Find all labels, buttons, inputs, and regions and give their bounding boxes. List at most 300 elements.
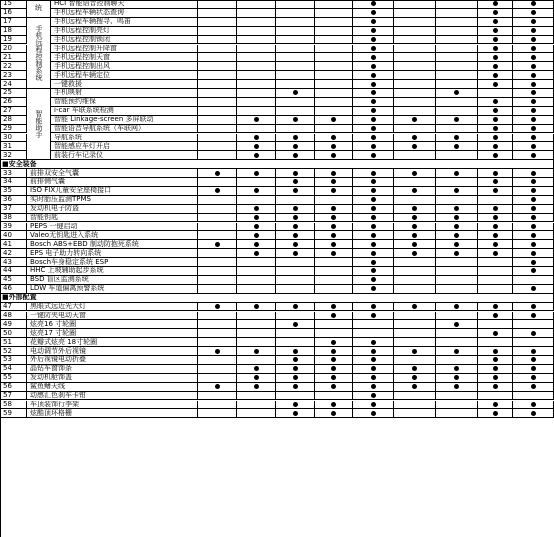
spec-cell [198,401,237,410]
spec-cell [513,383,554,392]
standard-dot-icon [254,224,259,229]
standard-dot-icon [493,179,498,184]
spec-cell [478,205,513,214]
standard-dot-icon [412,224,417,229]
spec-cell [353,142,394,151]
spec-cell [276,187,315,196]
feature-label: 花瓣式炫亮 18寸轮圈 [27,338,198,347]
standard-dot-icon [331,402,336,407]
spec-cell [394,276,436,285]
spec-cell [478,125,513,134]
spec-cell [315,134,353,143]
standard-dot-icon [371,171,376,176]
spec-cell [315,107,353,116]
standard-dot-icon [371,215,376,220]
spec-cell [198,187,237,196]
spec-cell [237,116,276,125]
feature-label: 智能 Linkage-screen 多屏联动 [51,116,198,125]
feature-label: 前排双安全气囊 [27,169,198,178]
standard-dot-icon [293,206,298,211]
spec-cell [513,329,554,338]
standard-dot-icon [531,171,536,176]
feature-label: 实时胎压监测TPMS [27,196,198,205]
spec-cell [436,383,478,392]
standard-dot-icon [371,73,376,78]
spec-cell [237,285,276,294]
spec-cell [513,356,554,365]
spec-cell [436,240,478,249]
spec-cell [394,320,436,329]
spec-cell [198,71,237,80]
spec-cell [276,36,315,45]
spec-cell [315,383,353,392]
spec-cell [198,142,237,151]
spec-cell [315,125,353,134]
spec-cell [394,53,436,62]
standard-dot-icon [531,188,536,193]
standard-dot-icon [331,251,336,256]
standard-dot-icon [493,313,498,318]
standard-dot-icon [454,251,459,256]
spec-cell [198,18,237,27]
spec-cell [237,134,276,143]
standard-dot-icon [531,64,536,69]
standard-dot-icon [293,117,298,122]
standard-dot-icon [454,233,459,238]
spec-cell [276,223,315,232]
standard-dot-icon [293,144,298,149]
spec-cell [315,347,353,356]
standard-dot-icon [371,251,376,256]
row-number: 32 [0,151,27,160]
spec-cell [237,98,276,107]
spec-cell [237,214,276,223]
feature-label: HCI 智能语音控制聊天 [51,0,198,9]
spec-cell [276,374,315,383]
standard-dot-icon [454,366,459,371]
spec-cell [394,134,436,143]
spec-cell [315,338,353,347]
spec-cell [353,53,394,62]
spec-cell [513,178,554,187]
standard-dot-icon [293,171,298,176]
spec-cell [198,214,237,223]
spec-cell [513,214,554,223]
standard-dot-icon [371,375,376,380]
row-number: 22 [0,62,27,71]
standard-dot-icon [371,108,376,113]
spec-cell [436,267,478,276]
spec-cell [237,36,276,45]
standard-dot-icon [371,1,376,6]
spec-cell [478,187,513,196]
spec-cell [513,338,554,347]
standard-dot-icon [371,242,376,247]
spec-cell [198,320,237,329]
standard-dot-icon [412,251,417,256]
spec-cell [315,116,353,125]
row-number: 45 [0,276,27,285]
spec-cell [478,276,513,285]
standard-dot-icon [371,19,376,24]
standard-dot-icon [493,331,498,336]
standard-dot-icon [293,224,298,229]
spec-cell [478,134,513,143]
spec-cell [315,356,353,365]
spec-cell [513,276,554,285]
standard-dot-icon [531,251,536,256]
spec-cell [237,45,276,54]
feature-label: 手机远程控制锁闭 [51,36,198,45]
spec-cell [478,169,513,178]
standard-dot-icon [254,215,259,220]
spec-cell [394,231,436,240]
row-number: 20 [0,45,27,54]
standard-dot-icon [293,322,298,327]
standard-dot-icon [371,55,376,60]
row-number: 28 [0,116,27,125]
standard-dot-icon [293,384,298,389]
standard-dot-icon [293,179,298,184]
spec-cell [276,134,315,143]
spec-cell [198,151,237,160]
standard-dot-icon [412,304,417,309]
standard-dot-icon [493,10,498,15]
spec-cell [513,320,554,329]
row-number: 27 [0,107,27,116]
standard-dot-icon [493,224,498,229]
feature-label: 手机远程控制亮灯 [51,27,198,36]
feature-label: 发动机舱饰盖 [27,374,198,383]
standard-dot-icon [412,144,417,149]
standard-dot-icon [331,411,336,416]
spec-cell [478,329,513,338]
standard-dot-icon [254,384,259,389]
standard-dot-icon [371,144,376,149]
standard-dot-icon [371,357,376,362]
standard-dot-icon [454,224,459,229]
spec-cell [394,374,436,383]
spec-cell [315,276,353,285]
spec-cell [315,36,353,45]
standard-dot-icon [331,366,336,371]
spec-cell [276,329,315,338]
spec-cell [276,71,315,80]
spec-cell [394,312,436,321]
feature-label: 导航系统 [51,134,198,143]
spec-cell [315,392,353,401]
standard-dot-icon [371,188,376,193]
spec-cell [353,312,394,321]
standard-dot-icon [331,135,336,140]
spec-cell [478,98,513,107]
standard-dot-icon [493,375,498,380]
standard-dot-icon [371,233,376,238]
standard-dot-icon [254,117,259,122]
spec-cell [353,169,394,178]
spec-cell [478,401,513,410]
spec-cell [276,249,315,258]
standard-dot-icon [412,349,417,354]
row-number: 34 [0,178,27,187]
standard-dot-icon [293,375,298,380]
standard-dot-icon [254,242,259,247]
spec-cell [237,71,276,80]
standard-dot-icon [293,349,298,354]
feature-label: 一键救援 [51,80,198,89]
spec-cell [394,356,436,365]
spec-cell [353,392,394,401]
spec-cell [276,125,315,134]
standard-dot-icon [412,384,417,389]
standard-dot-icon [493,188,498,193]
spec-cell [198,223,237,232]
standard-dot-icon [531,242,536,247]
feature-label: 前排侧气囊 [27,178,198,187]
standard-dot-icon [371,179,376,184]
standard-dot-icon [371,10,376,15]
standard-dot-icon [371,206,376,211]
standard-dot-icon [371,28,376,33]
row-number: 35 [0,187,27,196]
spec-cell [276,80,315,89]
spec-cell [276,98,315,107]
standard-dot-icon [493,304,498,309]
spec-cell [276,89,315,98]
feature-label: 车顶装饰行李架 [27,401,198,410]
spec-cell [276,53,315,62]
standard-dot-icon [531,224,536,229]
feature-label: 智能语音导航系统（车联网） [51,125,198,134]
standard-dot-icon [493,411,498,416]
spec-cell [478,374,513,383]
spec-cell [276,320,315,329]
standard-dot-icon [371,402,376,407]
spec-cell [315,27,353,36]
spec-cell [394,409,436,418]
spec-cell [436,312,478,321]
spec-cell [276,116,315,125]
standard-dot-icon [293,188,298,193]
standard-dot-icon [412,375,417,380]
spec-cell [394,303,436,312]
spec-cell [394,214,436,223]
spec-cell [513,347,554,356]
spec-cell [237,401,276,410]
feature-label: 手机远程控制升降窗 [51,45,198,54]
spec-cell [513,187,554,196]
standard-dot-icon [493,64,498,69]
spec-cell [513,134,554,143]
spec-cell [315,374,353,383]
spec-cell [315,285,353,294]
spec-cell [436,45,478,54]
spec-cell [353,231,394,240]
spec-cell [513,36,554,45]
standard-dot-icon [531,108,536,113]
spec-cell [394,285,436,294]
spec-cell [315,53,353,62]
spec-cell [276,62,315,71]
spec-cell [198,125,237,134]
spec-cell [237,53,276,62]
standard-dot-icon [531,46,536,51]
spec-cell [436,347,478,356]
spec-cell [198,240,237,249]
standard-dot-icon [531,153,536,158]
standard-dot-icon [531,99,536,104]
standard-dot-icon [531,313,536,318]
spec-cell [353,347,394,356]
spec-cell [198,312,237,321]
standard-dot-icon [531,179,536,184]
spec-cell [436,178,478,187]
row-number: 44 [0,267,27,276]
feature-label: ISO FIX儿童安全座椅接口 [27,187,198,196]
standard-dot-icon [454,144,459,149]
standard-dot-icon [371,99,376,104]
spec-cell [198,392,237,401]
spec-cell [198,9,237,18]
spec-cell [394,347,436,356]
row-number: 37 [0,205,27,214]
row-number: 43 [0,258,27,267]
spec-cell [276,169,315,178]
row-number: 56 [0,383,27,392]
spec-cell [276,0,315,9]
spec-cell [478,365,513,374]
feature-label: Bosch车身稳定系统 ESP [27,258,198,267]
standard-dot-icon [531,375,536,380]
standard-dot-icon [412,117,417,122]
spec-cell [353,62,394,71]
standard-dot-icon [331,233,336,238]
feature-label: LDW 车道偏离预警系统 [27,285,198,294]
standard-dot-icon [454,242,459,247]
spec-cell [394,0,436,9]
spec-cell [513,392,554,401]
feature-label: 晶钻车窗饰条 [27,365,198,374]
standard-dot-icon [293,215,298,220]
spec-cell [394,196,436,205]
spec-cell [513,196,554,205]
row-number: 38 [0,214,27,223]
standard-dot-icon [454,304,459,309]
row-number: 33 [0,169,27,178]
row-number: 17 [0,18,27,27]
row-number: 25 [0,89,27,98]
spec-cell [237,383,276,392]
spec-cell [513,125,554,134]
standard-dot-icon [371,126,376,131]
spec-cell [198,285,237,294]
spec-cell [513,9,554,18]
spec-cell [276,365,315,374]
spec-cell [436,365,478,374]
standard-dot-icon [531,73,536,78]
spec-cell [394,169,436,178]
spec-cell [478,80,513,89]
spec-cell [315,329,353,338]
spec-cell [436,0,478,9]
row-number: 41 [0,240,27,249]
spec-cell [513,240,554,249]
spec-cell [315,312,353,321]
spec-cell [276,196,315,205]
spec-cell [436,401,478,410]
standard-dot-icon [371,224,376,229]
standard-dot-icon [493,206,498,211]
spec-cell [198,80,237,89]
standard-dot-icon [331,117,336,122]
spec-cell [237,231,276,240]
spec-cell [394,45,436,54]
standard-dot-icon [412,233,417,238]
standard-dot-icon [531,144,536,149]
spec-cell [353,356,394,365]
spec-cell [436,196,478,205]
standard-dot-icon [454,349,459,354]
spec-cell [478,303,513,312]
spec-cell [436,116,478,125]
spec-cell [276,107,315,116]
spec-cell [315,142,353,151]
spec-cell [513,62,554,71]
feature-label: 智能预约维保 [51,98,198,107]
spec-cell [436,409,478,418]
standard-dot-icon [331,304,336,309]
spec-cell [513,267,554,276]
standard-dot-icon [331,349,336,354]
spec-cell [198,356,237,365]
feature-label: 炫酷顶环格栅 [27,409,198,418]
spec-cell [315,196,353,205]
feature-label: 前装行车记录仪 [51,151,198,160]
standard-dot-icon [412,188,417,193]
spec-cell [315,89,353,98]
spec-cell [237,392,276,401]
spec-cell [276,18,315,27]
spec-cell [353,205,394,214]
standard-dot-icon [371,153,376,158]
spec-cell [353,214,394,223]
feature-label: 一键防夹电动天窗 [27,312,198,321]
spec-cell [315,9,353,18]
spec-cell [353,365,394,374]
row-number: 48 [0,312,27,321]
spec-cell [436,18,478,27]
standard-dot-icon [331,179,336,184]
spec-cell [198,258,237,267]
section-header-exterior: ■外部配置 [0,294,554,303]
standard-dot-icon [412,206,417,211]
spec-cell [237,27,276,36]
section-header-safety: ■安全装备 [0,160,554,169]
spec-cell [276,356,315,365]
spec-cell [394,392,436,401]
spec-cell [353,409,394,418]
spec-cell [276,303,315,312]
spec-cell [513,53,554,62]
row-number: 55 [0,374,27,383]
standard-dot-icon [493,117,498,122]
spec-cell [237,178,276,187]
spec-cell [478,383,513,392]
spec-cell [513,71,554,80]
spec-cell [237,365,276,374]
standard-dot-icon [531,19,536,24]
standard-dot-icon [531,268,536,273]
